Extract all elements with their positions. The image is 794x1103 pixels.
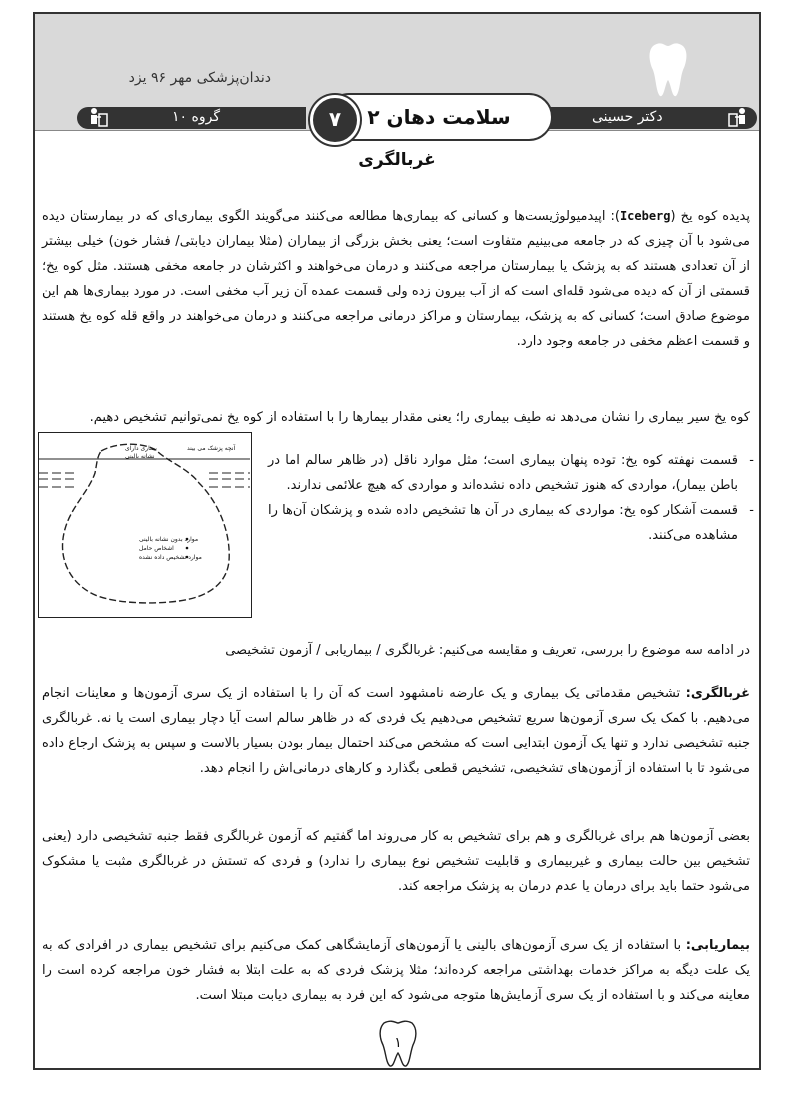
section-heading: غربالگری bbox=[358, 150, 436, 170]
list-item: - قسمت آشکار کوه یخ: مواردی که بیماری در آن ها تشخیص داده شده و پزشکان آن‌ها را مشاهده می‌کنند. bbox=[268, 498, 738, 548]
iceberg-parts-list bbox=[268, 448, 756, 548]
iceberg-body: ): اپیدمیولوژیست‌ها و کسانی که بیماری‌ها مطالعه می‌کنند می‌گویند الگوی بیماری‌ای که در بیمارستان دیده می‌شود با آن چیزی که در جامعه می‌بینیم متفاوت است؛ یعنی بخش بزرگی از بیماران (مثلا بیماران دیابتی/ فشار خون) خیلی بیشتر از آن تعدادی هستند که به پزشک یا بیمارستان مراجعه می‌کنند و درمان می‌خواهند و اکثرشان در جامعه مخفی هستند. مثل کوه یخ؛ قسمتی از آن که دیده می‌شود قله‌ای است که از آب بیرون زده ولی قسمت عمده آن زیر آب مخفی است. در مورد بیماری‌ها هم این موضوع صادق است؛ کسانی که به پزشک، بیمارستان و مراکز درمانی مراجعه می‌کنند و درمان می‌خواهند در واقع قله کوه یخ هستند و قسمت اعظم مخفی در جامعه وجود دارد. bbox=[42, 209, 750, 349]
iceberg-drawing bbox=[39, 433, 250, 616]
visible-part-label: آنچه پزشک می بیند bbox=[187, 445, 236, 452]
title-bar bbox=[77, 107, 759, 129]
iceberg-course-paragraph: کوه یخ سیر بیماری را نشان می‌دهد نه طیف بیماری را؛ یعنی مقدار بیمارها را با استفاده از کوه یخ نمی‌توانیم تشخیص دهیم. bbox=[89, 410, 750, 425]
iceberg-paragraph bbox=[42, 204, 750, 354]
list-item: - قسمت نهفته کوه یخ: توده پنهان بیماری است؛ مثل موارد ناقل (در ظاهر سالم اما در باطن بیمار)، مواردی که هنوز تشخیص داده نشده‌اند و مواردی که هیچ علائمی ندارند. bbox=[268, 448, 738, 498]
tooth-icon bbox=[647, 40, 689, 98]
case-finding-term: بیماریابی: bbox=[685, 938, 750, 953]
page-number-badge bbox=[376, 1019, 420, 1067]
lecturer-icon bbox=[727, 106, 751, 130]
tests-paragraph: بعضی آزمون‌ها هم برای غربالگری و هم برای تشخیص به کار می‌روند اما گفتیم که آزمون غربالگری فقط جنبه تشخیصی دارد (یعنی تشخیص بین حالت بیماری و غیربیماری و قابلیت تشخیص نوع بیماری را ندارد) و فردی که تستش در غربالگری مثبت یا مشکوک می‌شود حتما باید برای درمان یا عدم درمان به پزشک مراجعه کند. bbox=[42, 829, 750, 894]
page-number: ۱ bbox=[394, 1035, 402, 1051]
session-number-badge bbox=[310, 95, 360, 145]
lecture-title: سلامت دهان ۲ bbox=[367, 105, 511, 129]
case-finding-paragraph bbox=[42, 933, 750, 1008]
course-label: دندان‌پزشکی مهر ۹۶ یزد bbox=[128, 70, 271, 86]
hidden-item-label: موارد تشخیص داده نشده bbox=[139, 554, 202, 561]
symptomatic-label: نشانه بالینی bbox=[125, 453, 155, 460]
case-finding-body: با استفاده از یک سری آزمون‌های بالینی یا آزمون‌های آزمایشگاهی کمک می‌کنیم برای تشخیص بیماری در افرادی که به یک علت دیگه به مراکز خدمات بهداشتی مراجعه کرده‌اند؛ مثلا پزشک فردی که به علت ابتلا به فشار خون مراجعه کرده است را معاینه می‌کند و با استفاده از یک سری آزمایش‌ها متوجه می‌شود که این فرد به بیماری دیابت مبتلا است. bbox=[42, 938, 750, 1003]
iceberg-term: Iceberg bbox=[619, 209, 671, 223]
screening-body: تشخیص مقدماتی یک بیماری و یک عارضه نامشهود است که آن را با استفاده از یک سری آزمون‌ها و معاینات انجام می‌دهیم. با کمک یک سری آزمون‌ها سریع تشخیص می‌دهیم یک فردی که در ظاهر سالم است آیا دچار بیماری است یا نه. غربالگری جنبه تشخیصی ندارد و تنها یک آزمون ابتدایی است که مشخص می‌کند احتمال بیمار بودن بسیار بالاست و سپس به پزشک ارجاع داده می‌شود تا با استفاده از آزمون‌های تشخیصی، تشخیص قطعی بگذارد و کارهای درمانی‌اش را انجام دهد. bbox=[42, 686, 750, 776]
screening-paragraph bbox=[42, 681, 750, 781]
topics-paragraph: در ادامه سه موضوع را بررسی، تعریف و مقایسه می‌کنیم: غربالگری / بیماریابی / آزمون تشخیصی bbox=[225, 643, 750, 658]
symptomatic-label: بیماری دارای bbox=[125, 445, 157, 452]
session-number: ۷ bbox=[328, 107, 342, 131]
doctor-label: دکتر حسینی bbox=[592, 109, 663, 125]
group-label: گروه ۱۰ bbox=[172, 109, 220, 125]
hidden-item-label: موارد بدون نشانه بالینی bbox=[139, 536, 199, 543]
iceberg-intro: پدیده کوه یخ ( bbox=[670, 209, 750, 224]
screening-term: غربالگری: bbox=[685, 686, 750, 701]
lecturer-icon bbox=[85, 106, 109, 130]
iceberg-diagram bbox=[38, 432, 252, 618]
hidden-item-label: اشخاص حامل bbox=[139, 545, 174, 552]
